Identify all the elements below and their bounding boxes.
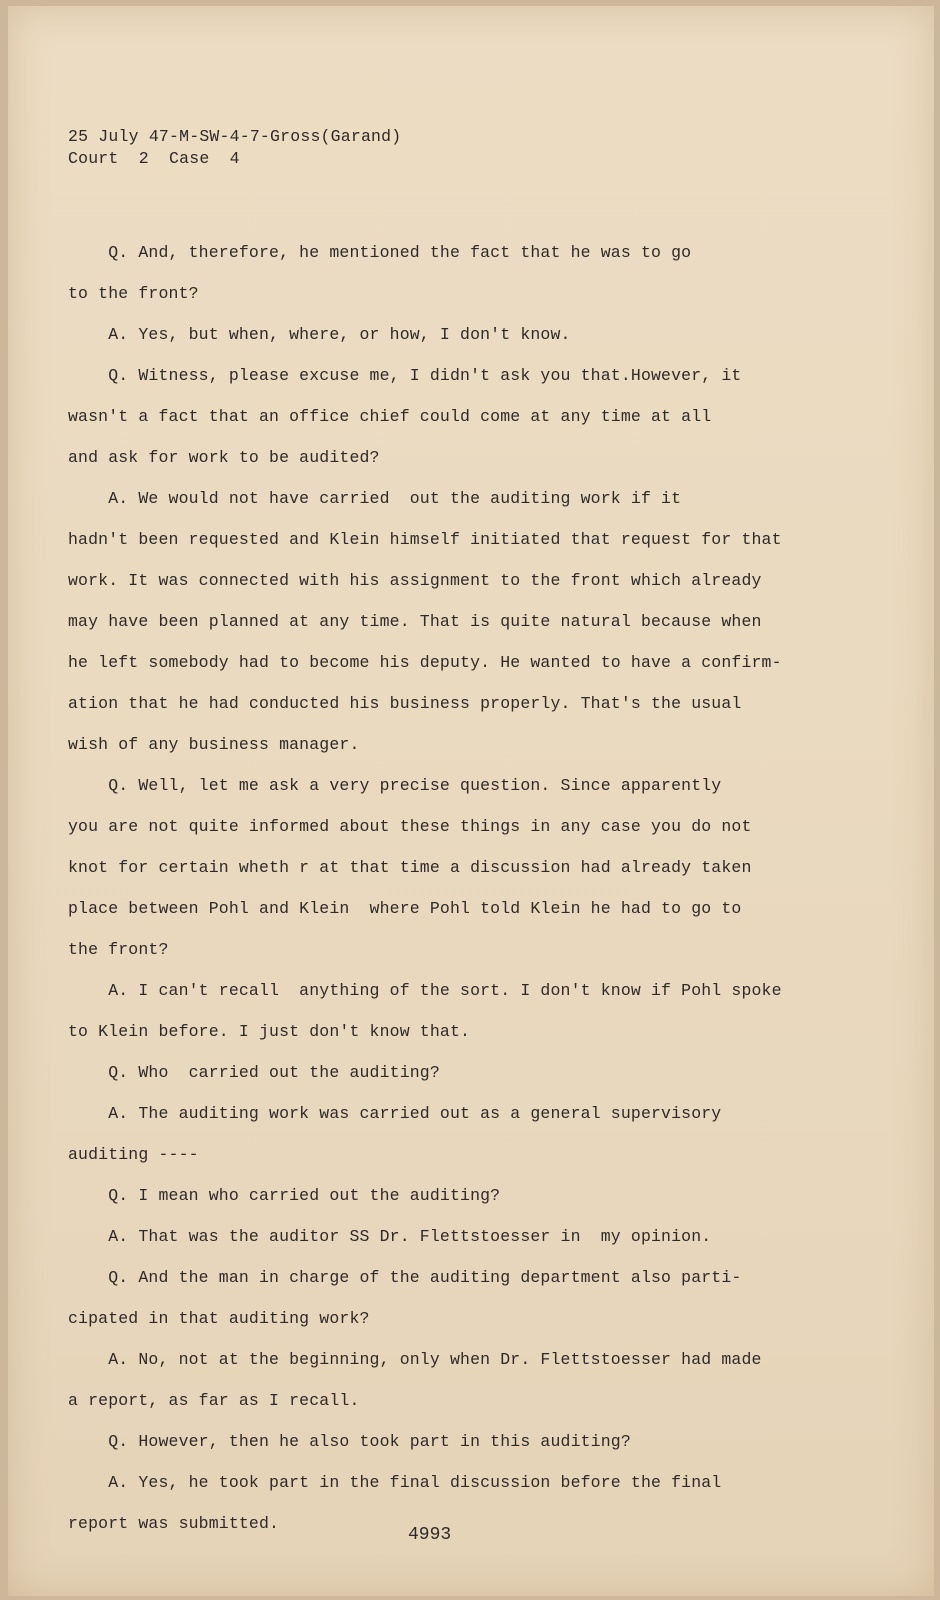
text-line: to the front? <box>68 284 199 303</box>
testimony-body <box>68 232 828 1544</box>
text-line: Q. Witness, please excuse me, I didn't ask you that.However, it <box>68 366 742 385</box>
text-line: Q. And the man in charge of the auditing department also parti- <box>68 1268 742 1287</box>
text-line: you are not quite informed about these things in any case you do not <box>68 817 752 836</box>
text-line: to Klein before. I just don't know that. <box>68 1022 471 1041</box>
text-line: Q. Well, let me ask a very precise question. Since apparently <box>68 776 722 795</box>
text-line: Q. I mean who carried out the auditing? <box>68 1186 501 1205</box>
text-line: Q. However, then he also took part in this auditing? <box>68 1432 631 1451</box>
text-line: A. That was the auditor SS Dr. Flettstoesser in my opinion. <box>68 1227 712 1246</box>
text-line: hadn't been requested and Klein himself initiated that request for that <box>68 530 782 549</box>
text-line: A. The auditing work was carried out as a general supervisory <box>68 1104 722 1123</box>
text-line: work. It was connected with his assignment to the front which already <box>68 571 762 590</box>
text-line: knot for certain wheth r at that time a discussion had already taken <box>68 858 752 877</box>
text-line: report was submitted. <box>68 1514 280 1533</box>
text-line: Q. Who carried out the auditing? <box>68 1063 440 1082</box>
text-line: he left somebody had to become his deputy. He wanted to have a confirm- <box>68 653 782 672</box>
text-line: A. I can't recall anything of the sort. I don't know if Pohl spoke <box>68 981 782 1000</box>
transcript-page <box>8 6 934 1596</box>
text-line: a report, as far as I recall. <box>68 1391 360 1410</box>
text-line: the front? <box>68 940 169 959</box>
text-line: A. We would not have carried out the auditing work if it <box>68 489 682 508</box>
text-line: may have been planned at any time. That is quite natural because when <box>68 612 762 631</box>
text-line: auditing ---- <box>68 1145 199 1164</box>
text-line: place between Pohl and Klein where Pohl told Klein he had to go to <box>68 899 742 918</box>
text-line: A. No, not at the beginning, only when Dr. Flettstoesser had made <box>68 1350 762 1369</box>
text-line: ation that he had conducted his business properly. That's the usual <box>68 694 742 713</box>
text-line: wasn't a fact that an office chief could come at any time at all <box>68 407 712 426</box>
text-line: cipated in that auditing work? <box>68 1309 370 1328</box>
document-header <box>68 126 401 170</box>
text-line: A. Yes, he took part in the final discussion before the final <box>68 1473 722 1492</box>
header-court-case-line: Court 2 Case 4 <box>68 149 240 168</box>
header-reference-line: 25 July 47-M-SW-4-7-Gross(Garand) <box>68 127 402 146</box>
text-line: wish of any business manager. <box>68 735 360 754</box>
text-line: A. Yes, but when, where, or how, I don't know. <box>68 325 571 344</box>
text-line: and ask for work to be audited? <box>68 448 380 467</box>
text-line: Q. And, therefore, he mentioned the fact that he was to go <box>68 243 692 262</box>
page-number: 4993 <box>408 1525 452 1545</box>
